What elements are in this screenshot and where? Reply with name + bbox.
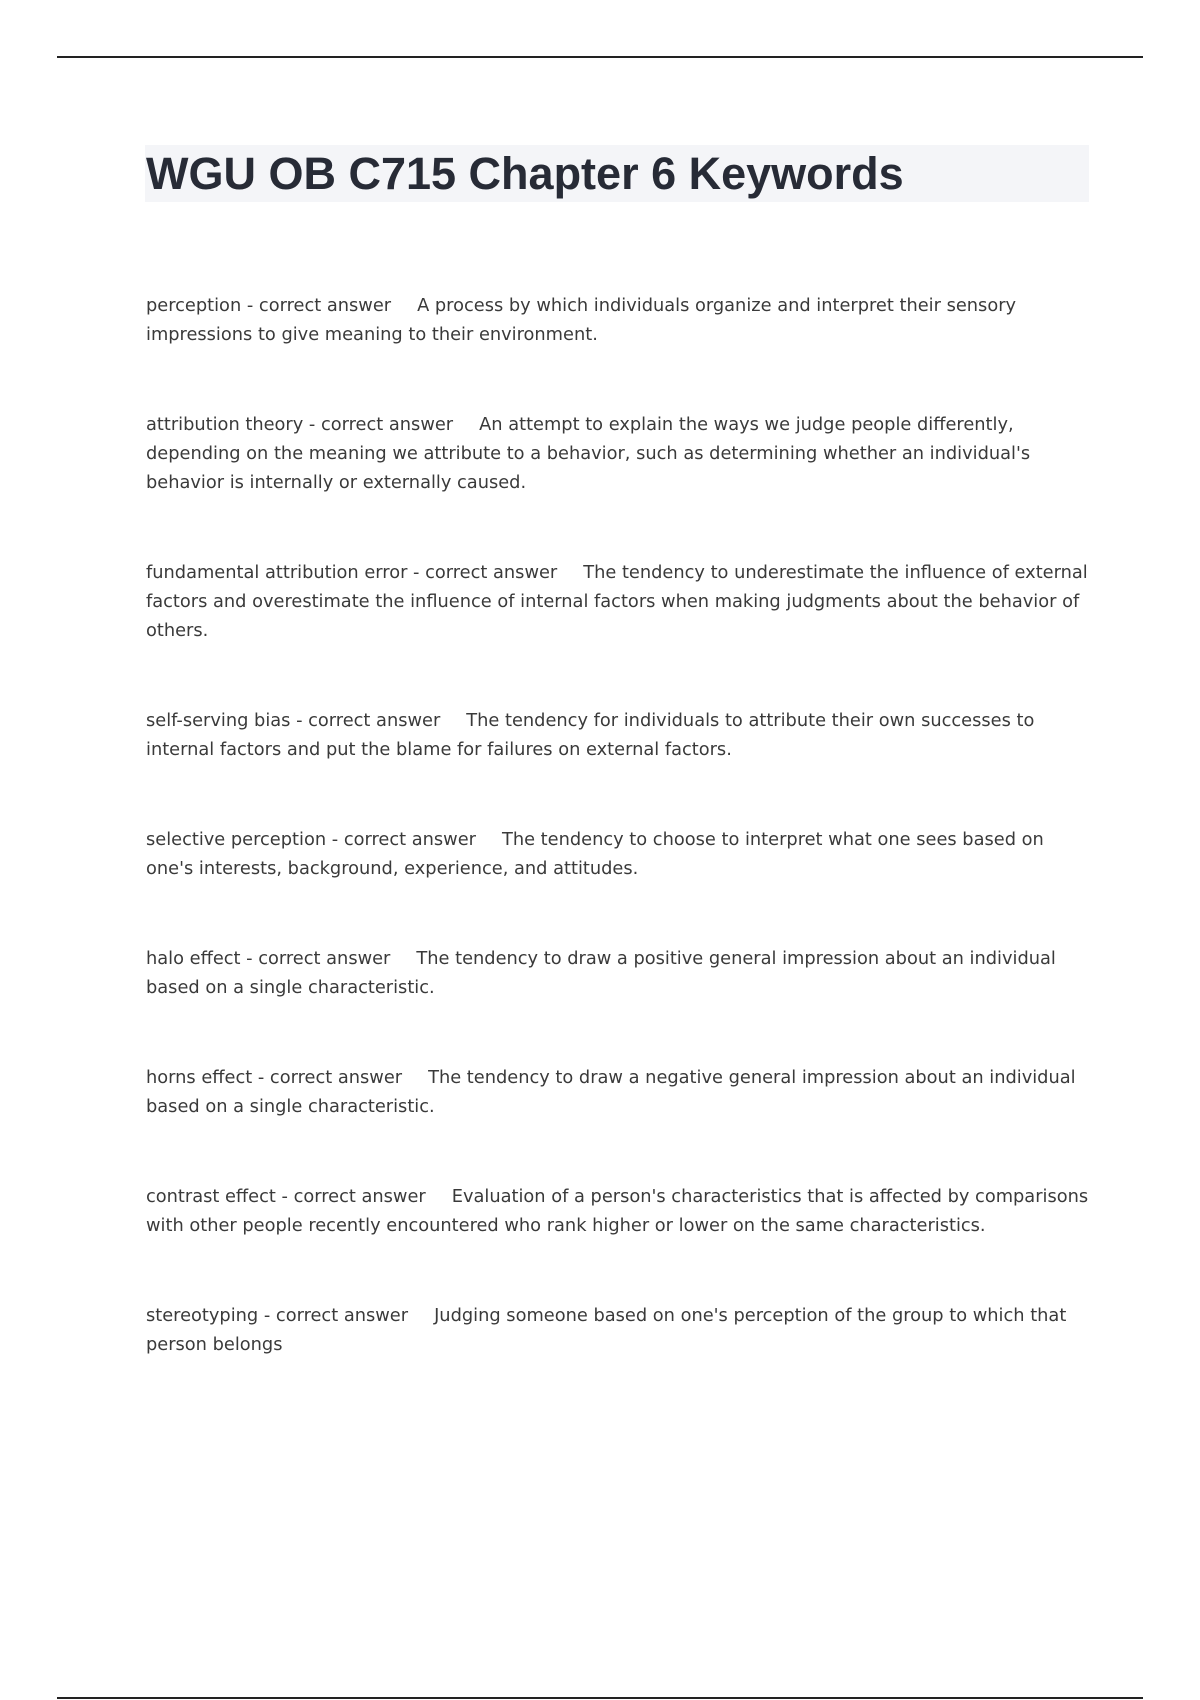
keyword-term: horns effect - correct answer	[146, 1067, 403, 1088]
keyword-list	[146, 291, 1094, 1420]
keyword-definition: The tendency to draw a negative general impression about an individual based on a single characteristic.	[146, 1067, 1076, 1117]
keyword-term: contrast effect - correct answer	[146, 1186, 426, 1207]
bottom-divider	[57, 1697, 1143, 1699]
keyword-term: halo effect - correct answer	[146, 948, 391, 969]
keyword-definition: The tendency to underestimate the influence of external factors and overestimate the influence of internal factors when making judgments about the behavior of others.	[146, 562, 1088, 641]
keyword-term: fundamental attribution error - correct answer	[146, 562, 558, 583]
keyword-entry-contrast-effect	[146, 1182, 1094, 1240]
keyword-entry-self-serving-bias	[146, 706, 1094, 764]
keyword-entry-perception	[146, 291, 1094, 349]
keyword-entry-halo-effect	[146, 944, 1094, 1002]
top-divider	[57, 56, 1143, 58]
keyword-entry-fundamental-attribution-error	[146, 558, 1094, 645]
keyword-term: selective perception - correct answer	[146, 829, 476, 850]
keyword-entry-horns-effect	[146, 1063, 1094, 1121]
keyword-term: perception - correct answer	[146, 295, 392, 316]
keyword-entry-attribution-theory	[146, 410, 1094, 497]
page-title: WGU OB C715 Chapter 6 Keywords	[146, 148, 904, 199]
keyword-definition: The tendency for individuals to attribute their own successes to internal factors and put the blame for failures on external factors.	[146, 710, 1035, 760]
keyword-definition: A process by which individuals organize and interpret their sensory impressions to give meaning to their environment.	[146, 295, 1017, 345]
keyword-entry-selective-perception	[146, 825, 1094, 883]
keyword-definition: Judging someone based on one's perception of the group to which that person belongs	[146, 1305, 1067, 1355]
keyword-definition: The tendency to draw a positive general impression about an individual based on a single characteristic.	[146, 948, 1056, 998]
keyword-entry-stereotyping	[146, 1301, 1094, 1359]
keyword-definition: The tendency to choose to interpret what one sees based on one's interests, background, experience, and attitudes.	[146, 829, 1044, 879]
keyword-term: attribution theory - correct answer	[146, 414, 454, 435]
keyword-definition: Evaluation of a person's characteristics that is affected by comparisons with other people recently encountered who rank higher or lower on the same characteristics.	[146, 1186, 1089, 1236]
keyword-definition: An attempt to explain the ways we judge people differently, depending on the meaning we attribute to a behavior, such as determining whether an individual's behavior is internally or externally caused.	[146, 414, 1031, 493]
keyword-term: self-serving bias - correct answer	[146, 710, 441, 731]
keyword-term: stereotyping - correct answer	[146, 1305, 409, 1326]
